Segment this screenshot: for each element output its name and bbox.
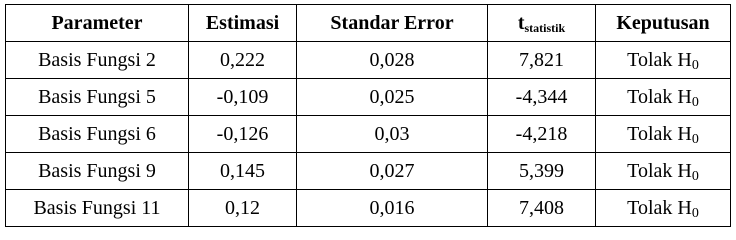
- header-t-subscript: statistik: [524, 20, 566, 35]
- cell-keputusan: [596, 190, 731, 227]
- keputusan-text: Tolak H: [627, 196, 692, 219]
- table-row: [6, 153, 731, 190]
- cell-keputusan: [596, 116, 731, 153]
- header-estimasi: Estimasi: [189, 5, 297, 42]
- cell-t-statistik: 7,408: [488, 190, 596, 227]
- cell-keputusan: [596, 42, 731, 79]
- keputusan-subscript: 0: [691, 131, 699, 147]
- cell-t-statistik: -4,344: [488, 79, 596, 116]
- keputusan-text: Tolak H: [627, 159, 692, 182]
- cell-parameter: Basis Fungsi 2: [6, 42, 189, 79]
- cell-standar-error: 0,027: [297, 153, 488, 190]
- header-t-main: t: [517, 11, 525, 34]
- header-t-statistik: [488, 5, 596, 42]
- cell-estimasi: -0,109: [189, 79, 297, 116]
- cell-standar-error: 0,03: [297, 116, 488, 153]
- results-table: [5, 4, 731, 227]
- cell-keputusan: [596, 79, 731, 116]
- cell-estimasi: 0,145: [189, 153, 297, 190]
- table-row: [6, 116, 731, 153]
- cell-parameter: Basis Fungsi 11: [6, 190, 189, 227]
- table-row: [6, 42, 731, 79]
- header-standar-error: Standar Error: [297, 5, 488, 42]
- cell-parameter: Basis Fungsi 6: [6, 116, 189, 153]
- cell-t-statistik: 5,399: [488, 153, 596, 190]
- keputusan-subscript: 0: [691, 205, 699, 221]
- cell-estimasi: -0,126: [189, 116, 297, 153]
- cell-estimasi: 0,222: [189, 42, 297, 79]
- cell-standar-error: 0,025: [297, 79, 488, 116]
- cell-standar-error: 0,016: [297, 190, 488, 227]
- keputusan-text: Tolak H: [627, 85, 692, 108]
- table-header-row: [6, 5, 731, 42]
- keputusan-subscript: 0: [691, 94, 699, 110]
- cell-keputusan: [596, 153, 731, 190]
- table-row: [6, 79, 731, 116]
- cell-parameter: Basis Fungsi 9: [6, 153, 189, 190]
- header-parameter: Parameter: [6, 5, 189, 42]
- keputusan-subscript: 0: [691, 168, 699, 184]
- table-row: [6, 190, 731, 227]
- cell-estimasi: 0,12: [189, 190, 297, 227]
- cell-t-statistik: -4,218: [488, 116, 596, 153]
- header-keputusan: Keputusan: [596, 5, 731, 42]
- cell-parameter: Basis Fungsi 5: [6, 79, 189, 116]
- cell-t-statistik: 7,821: [488, 42, 596, 79]
- keputusan-subscript: 0: [691, 57, 699, 73]
- keputusan-text: Tolak H: [627, 48, 692, 71]
- cell-standar-error: 0,028: [297, 42, 488, 79]
- keputusan-text: Tolak H: [627, 122, 692, 145]
